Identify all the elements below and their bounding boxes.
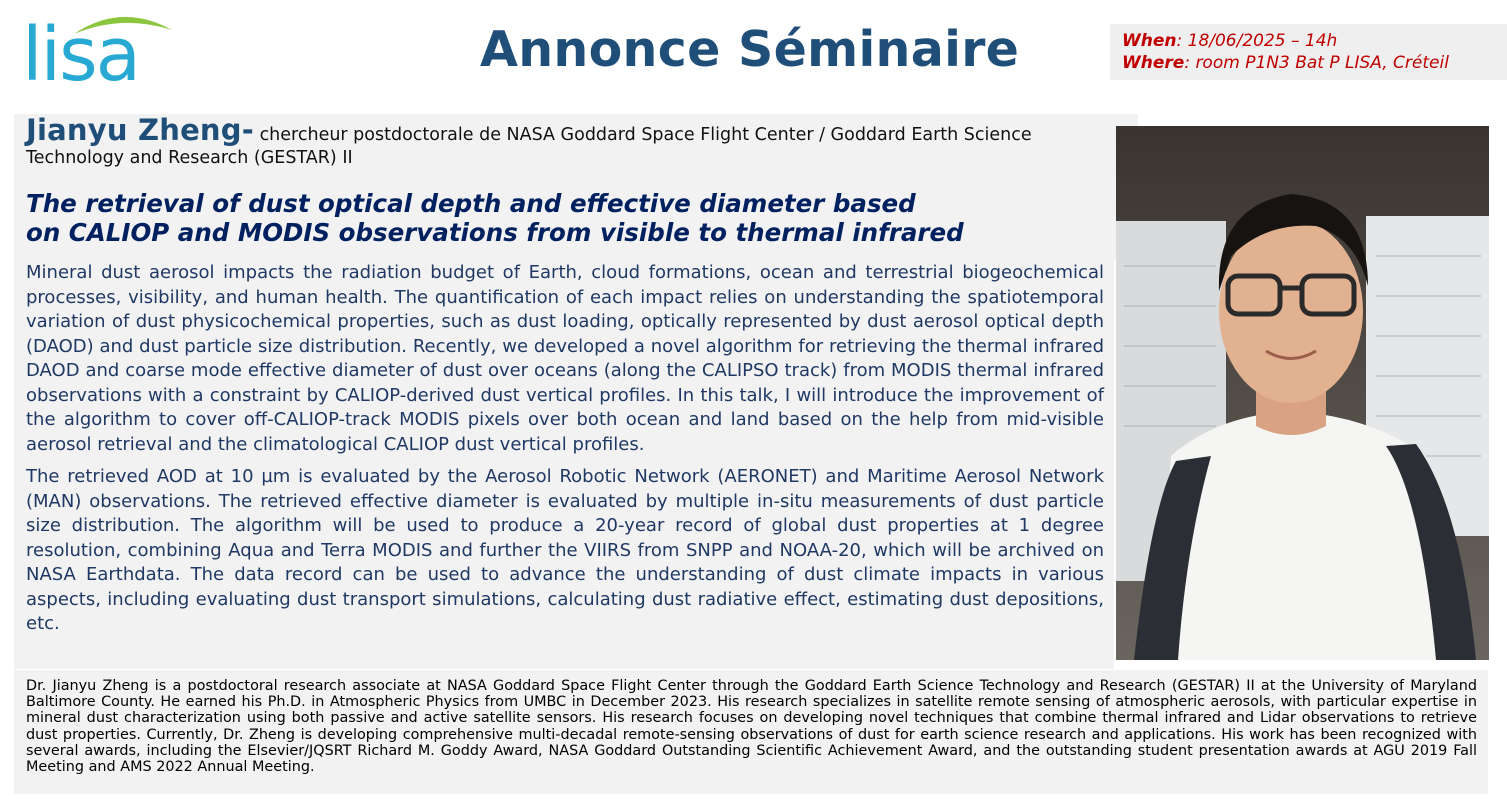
when-where-box — [1110, 24, 1507, 80]
speaker-photo — [1116, 126, 1489, 660]
talk-title-line1: The retrieval of dust optical depth and effective diameter based — [26, 189, 916, 218]
lisa-logo — [22, 6, 182, 84]
speaker-photo-illustration — [1116, 126, 1489, 660]
where-value: : room P1N3 Bat P LISA, Créteil — [1184, 53, 1449, 73]
abstract-paragraph-1: Mineral dust aerosol impacts the radiation budget of Earth, cloud formations, ocean and terrestrial biogeochemical processes, visibility, and human health. The quantification of each impact relies on understanding the spatiotemporal variation of dust physicochemical properties, such as dust loading, optically represented by dust aerosol optical depth (DAOD) and dust particle size distribution. Recently, we developed a novel algorithm for retrieving the thermal infrared DAOD and coarse mode effective diameter of dust over oceans (along the CALIPSO track) from MODIS thermal infrared observations with a constraint by CALIOP-derived dust vertical profiles. In this talk, I will introduce the improvement of the algorithm to cover off-CALIOP-track MODIS pixels over both ocean and land based on the help from mid-visible aerosol retrieval and the climatological CALIOP dust vertical profiles. — [26, 262, 1104, 455]
talk-title-line2: on CALIOP and MODIS observations from visible to thermal infrared — [26, 218, 964, 247]
when-label: When — [1122, 31, 1177, 51]
abstract-paragraph-2: The retrieved AOD at 10 µm is evaluated by the Aerosol Robotic Network (AERONET) and Maritime Aerosol Network (MAN) observations. The retrieved effective diameter is evaluated by multiple in-situ measurements of dust particle size distribution. The algorithm will be used to produce a 20-year record of global dust properties at 1 degree resolution, combining Aqua and Terra MODIS and further the VIIRS from SNPP and NOAA-20, which will be archived on NASA Earthdata. The data record can be used to advance the understanding of dust climate impacts in various aspects, including evaluating dust transport simulations, calculating dust radiative effect, estimating dust depositions, etc. — [26, 466, 1104, 634]
seminar-title: Annonce Séminaire — [480, 21, 1020, 78]
logo-text: lisa — [22, 12, 140, 84]
abstract — [26, 261, 1104, 645]
where-label: Where — [1122, 53, 1185, 73]
talk-title — [26, 189, 1106, 247]
speaker-name: Jianyu Zheng- — [26, 113, 254, 147]
where-line — [1122, 52, 1497, 74]
when-value: : 18/06/2025 – 14h — [1176, 31, 1338, 51]
speaker-bio: Dr. Jianyu Zheng is a postdoctoral research associate at NASA Goddard Space Flight Center through the Goddard Earth Science Technology and Research (GESTAR) II at the University of Maryland Baltimore County. He earned his Ph.D. in Atmospheric Physics from UMBC in December 2023. His research specializes in satellite remote sensing of atmospheric aerosols, with particular expertise in mineral dust characterization using both passive and active satellite sensors. His research focuses on developing novel techniques that combine thermal infrared and Lidar observations to retrieve dust properties. Currently, Dr. Zheng is developing comprehensive multi-decadal remote-sensing observations of dust for earth science research and applications. His work has been recognized with several awards, including the Elsevier/JQSRT Richard M. Goddy Award, NASA Goddard Outstanding Scientific Achievement Award, and the outstanding student presentation awards at AGU 2019 Fall Meeting and AMS 2022 Annual Meeting. — [26, 678, 1477, 776]
when-line — [1122, 30, 1497, 52]
speaker-affiliation: chercheur postdoctorale de NASA Goddard Space Flight Center / Goddard Earth Science Technology and Research (GESTAR) II — [26, 125, 1032, 168]
speaker-line — [26, 113, 1096, 170]
